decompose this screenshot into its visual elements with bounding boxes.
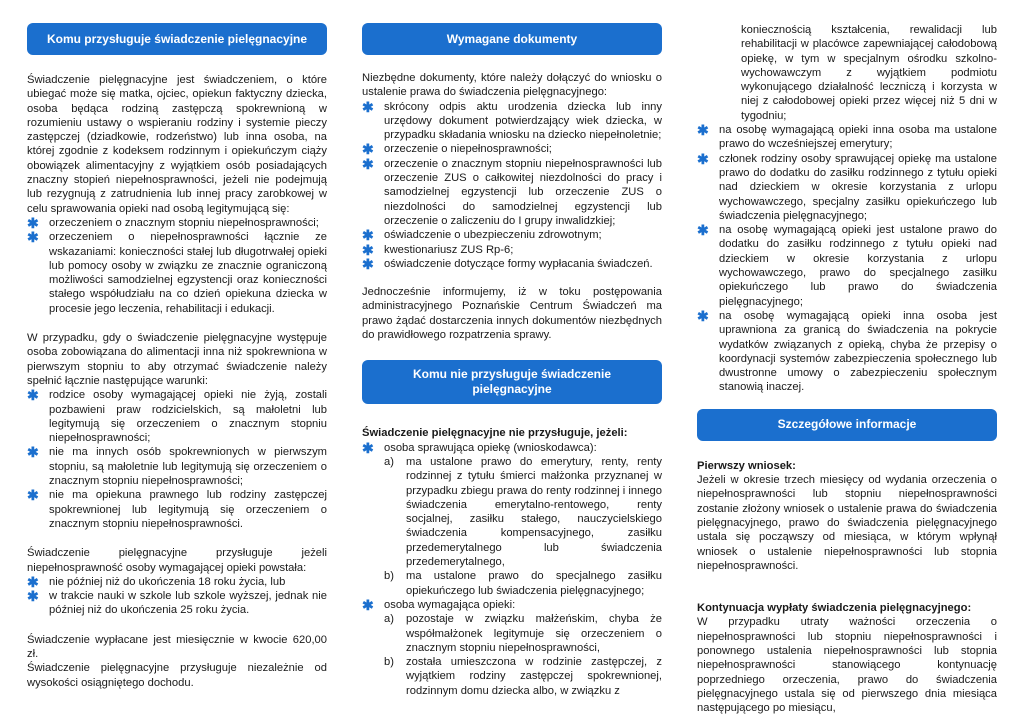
asterisk-icon: ✱ bbox=[362, 596, 374, 613]
asterisk-icon: ✱ bbox=[697, 122, 709, 139]
list-item: ✱ oświadczenie o ubezpieczeniu zdrowotnym; bbox=[362, 227, 602, 244]
list-item: ✱ skrócony odpis aktu urodzenia dziecka lub inny urzędowy dokument potwierdzający wiek dziecka, w przypadku składania wniosku na dziecko niepełnoletnie; bbox=[362, 98, 662, 142]
asterisk-icon: ✱ bbox=[697, 150, 709, 167]
asterisk-icon: ✱ bbox=[362, 255, 374, 272]
paragraph-first-application: Jeżeli w okresie trzech miesięcy od wydania orzeczenia o niepełnosprawności lub stopniu niepełnosprawności zostanie złożony wniosek o ustalenie prawa do świadczenia pielęgnacyjnego, prawo do świadczenia pielęgnacyjnego ustala się począwszy od miesiąca, w którym wpłynął wniosek o ustalenie niepełnosprawności lub stopnia niepełnosprawności. bbox=[697, 474, 997, 572]
list-item: ✱ osoba wymagająca opieki: a) pozostaje w związku małżeńskim, chyba że współmałżonek legitymuje się orzeczeniem o znacznym stopniu niepełnosprawności, b) została umieszczona w rodzinie zastępczej, z wyjątkiem rodziny zastępczej spokrewnionej, rodzinnym domu dziecka albo, w związku z bbox=[362, 596, 662, 697]
asterisk-icon: ✱ bbox=[27, 487, 39, 504]
list-item: ✱ na osobę wymagającą opieki jest ustalone prawo do dodatku do zasiłku rodzinnego z tytułu opieki nad dzieckiem w okresie korzystania z urlopu wychowawczego, prawo do specjalnego zasiłku opiekuńczego lub prawo do świadczenia pielęgnacyjnego; bbox=[697, 222, 997, 308]
list-item: ✱ nie ma innych osób spokrewnionych w pierwszym stopniu, są małoletnie lub legitymują się orzeczeniem o znacznym stopniu niepełnosprawności; bbox=[27, 444, 327, 488]
sublist-item: b) została umieszczona w rodzinie zastępczej, z wyjątkiem rodziny zastępczej spokrewnionej, rodzinnym domu dziecka albo, w związku z bbox=[384, 656, 662, 697]
list-item: ✱ w trakcie nauki w szkole lub szkole wyższej, jednak nie później niż do ukończenia 25 roku życia. bbox=[27, 588, 327, 617]
list-item: ✱ osoba sprawująca opiekę (wnioskodawca): a) ma ustalone prawo do emerytury, renty, renty rodzinnej z tytułu śmierci małżonka przyznanej w przypadku zbiegu prawa do renty rodzinnej i innego świadczenia emerytalno-rentowego, renty socjalnej, zasiłku stałego, nauczycielskiego świadczenia kompensacyjnego, zasiłku przedemerytalnego lub świadczenia przedemerytalnego, b) ma ustalone prawo do specjalnego zasiłku opiekuńczego lub świadczenia pielęgnacyjnego; bbox=[362, 439, 662, 597]
list-item: ✱ orzeczenie o znacznym stopniu niepełnosprawności lub orzeczenie ZUS o całkowitej niezdolności do pracy i samodzielnej egzystencji lub orzeczenie ZUS o niezdolności do samodzielnej egzystencji lub orzeczenie o zaliczeniu do I grupy inwalidzkiej; bbox=[362, 155, 662, 227]
asterisk-icon: ✱ bbox=[27, 573, 39, 590]
paragraph-amount: Świadczenie wypłacane jest miesięcznie w kwocie 620,00 zł. bbox=[27, 633, 327, 660]
list-item: ✱ nie ma opiekuna prawnego lub rodziny zastępczej spokrewnionej lub legitymują się orzeczeniem o znacznym stopniu niepełnosprawności. bbox=[27, 487, 327, 530]
asterisk-icon: ✱ bbox=[362, 155, 374, 172]
asterisk-icon: ✱ bbox=[27, 387, 39, 404]
list-age-limits bbox=[27, 575, 327, 618]
sublist-item: a) ma ustalone prawo do emerytury, renty, renty rodzinnej z tytułu śmierci małżonka przyznanej w przypadku zbiegu prawa do renty rodzinnej i innego świadczenia emerytalno-rentowego, renty socjalnej, zasiłku stałego, nauczycielskiego świadczenia kompensacyjnego, zasiłku przedemerytalnego lub świadczenia przedemerytalnego, bbox=[384, 455, 662, 569]
asterisk-icon: ✱ bbox=[362, 141, 374, 158]
continued-text: koniecznością kształcenia, rewalidacji lub rehabilitacji w placówce zapewniającej całodobową opiekę, w tym w specjalnym ośrodku szkolno-wychowawczym z wyjątkiem podmiotu wykonującego działalność leczniczą i korzysta w niej z całodobowej opieki przez więcej niż 5 dni w tygodniu; bbox=[741, 24, 997, 122]
asterisk-icon: ✱ bbox=[697, 222, 709, 239]
section-header-documents: Wymagane dokumenty bbox=[362, 23, 662, 55]
sublist-caregiver bbox=[384, 455, 662, 598]
list-conditions bbox=[27, 216, 327, 316]
column-1 bbox=[27, 0, 327, 690]
paragraph-documents-intro: Niezbędne dokumenty, które należy dołączyć do wniosku o ustalenie prawa do świadczenia pielęgnacyjnego: bbox=[362, 72, 662, 99]
asterisk-icon: ✱ bbox=[362, 227, 374, 244]
list-item: ✱ oświadczenie dotyczące formy wypłacania świadczeń. bbox=[362, 255, 653, 272]
sublist-item: a) pozostaje w związku małżeńskim, chyba że współmałżonek legitymuje się orzeczeniem o znacznym stopniu niepełnosprawności, bbox=[384, 613, 662, 654]
heading-continuation: Kontynuacja wypłaty świadczenia pielęgnacyjnego: bbox=[697, 602, 972, 615]
paragraph-not-entitled-intro: Świadczenie pielęgnacyjne nie przysługuje, jeżeli: bbox=[362, 427, 628, 440]
list-item: ✱ na osobę wymagającą opieki inna osoba ma ustalone prawo do wcześniejszej emerytury; bbox=[697, 122, 997, 151]
paragraph-continuation: W przypadku utraty ważności orzeczenia o niepełnosprawności lub stopniu niepełnosprawności i ponownego ustalenia niepełnosprawności lub stopnia niepełnosprawności stanowiącego kontynuację poprzedniego orzeczenia, prawo do świadczenia pielęgnacyjnego ustala się od pierwszego dnia miesiąca następującego po miesiącu, bbox=[697, 616, 997, 715]
paragraph-additional-documents: Jednocześnie informujemy, iż w toku postępowania administracyjnego Poznańskie Centrum Świadczeń ma prawo żądać dostarczenia innych dokumentów niezbędnych do prawidłowego rozpatrzenia sprawy. bbox=[362, 286, 662, 342]
list-item: ✱ rodzice osoby wymagającej opieki nie żyją, zostali pozbawieni praw rodzicielskich, są małoletni lub legitymują się orzeczeniem o znacznym stopniu niepełnosprawności; bbox=[27, 387, 327, 445]
paragraph-obligation: W przypadku, gdy o świadczenie pielęgnacyjne występuje osoba zobowiązana do alimentacji inna niż spokrewniona w pierwszym stopniu to aby otrzymać świadczenie należy spełnić łącznie następujące warunki: bbox=[27, 332, 327, 387]
sublist-item: b) ma ustalone prawo do specjalnego zasiłku opiekuńczego lub świadczenia pielęgnacyjnego; bbox=[384, 570, 662, 597]
paragraph-intro: Świadczenie pielęgnacyjne jest świadczeniem, o które ubiegać może się matka, ojciec, opiekun faktyczny dziecka, osoba będąca rodziną zastępczą spokrewnioną w rozumieniu ustawy o wspieraniu rodziny i systemie pieczy zastępczej (dziadkowie, rodzeństwo) lub inna osoba, na której zgodnie z kodeksem rodzinnym i opiekuńczym ciąży obowiązek alimentacyjny z wyjątkiem osób posiadających znaczny stopień niepełnosprawności, jeżeli nie podejmują lub rezygnują z zatrudnienia lub innej pracy zarobkowej w celu sprawowania opieki nad osobą legitymującą się: bbox=[27, 74, 327, 215]
heading-first-application: Pierwszy wniosek: bbox=[697, 459, 796, 472]
asterisk-icon: ✱ bbox=[27, 214, 39, 231]
list-item: ✱ na osobę wymagającą opieki inna osoba jest uprawniona za granicą do świadczenia na pokrycie wydatków związanych z opieką, chyba że przepisy o koordynacji systemów zabezpieczenia społecznego lub dwustronne umowy o zabezpieczeniu społecznym stanowią inaczej. bbox=[697, 307, 997, 394]
list-item: ✱ orzeczenie o niepełnosprawności; bbox=[362, 141, 552, 158]
asterisk-icon: ✱ bbox=[697, 307, 709, 324]
asterisk-icon: ✱ bbox=[27, 588, 39, 605]
asterisk-icon: ✱ bbox=[27, 444, 39, 461]
section-header-not-entitled: Komu nie przysługuje świadczenie pielęgnacyjne bbox=[362, 360, 662, 404]
asterisk-icon: ✱ bbox=[362, 241, 374, 258]
column-3 bbox=[697, 0, 997, 715]
section-header-who-entitled: Komu przysługuje świadczenie pielęgnacyjne bbox=[27, 23, 327, 55]
paragraph-disability-onset: Świadczenie pielęgnacyjne przysługuje jeżeli niepełnosprawność osoby wymagającej opieki powstała: bbox=[27, 547, 327, 574]
asterisk-icon: ✱ bbox=[362, 98, 374, 115]
column-2 bbox=[362, 0, 662, 698]
list-documents bbox=[362, 100, 662, 272]
sublist-care-recipient bbox=[384, 612, 662, 698]
list-exclusions bbox=[362, 441, 662, 698]
paragraph-income: Świadczenie pielęgnacyjne przysługuje niezależnie od wysokości osiągniętego dochodu. bbox=[27, 662, 327, 689]
asterisk-icon: ✱ bbox=[362, 439, 374, 456]
list-item: ✱ orzeczeniem o znacznym stopniu niepełnosprawności; bbox=[27, 214, 319, 231]
list-requirements bbox=[27, 388, 327, 531]
list-more-exclusions bbox=[697, 123, 997, 395]
list-item: ✱ orzeczeniem o niepełnosprawności łącznie ze wskazaniami: konieczności stałej lub długotrwałej opieki lub pomocy osoby w związku ze znacznie ograniczoną możliwości samodzielnej egzystencji oraz konieczności stałego współudziału na co dzień opiekuna dziecka w procesie jego leczenia, rehabilitacji i edukacji. bbox=[27, 229, 327, 315]
list-item: ✱ kwestionariusz ZUS Rp-6; bbox=[362, 241, 514, 258]
section-header-details: Szczegółowe informacje bbox=[697, 409, 997, 441]
asterisk-icon: ✱ bbox=[27, 229, 39, 246]
list-item: ✱ nie później niż do ukończenia 18 roku życia, lub bbox=[27, 573, 286, 590]
list-item: ✱ członek rodziny osoby sprawującej opiekę ma ustalone prawo do dodatku do zasiłku rodzinnego z tytułu opieki nad dzieckiem w okresie korzystania z urlopu wychowawczego, specjalny zasiłku opiekuńczego lub świadczenia pielęgnacyjnego; bbox=[697, 150, 997, 222]
